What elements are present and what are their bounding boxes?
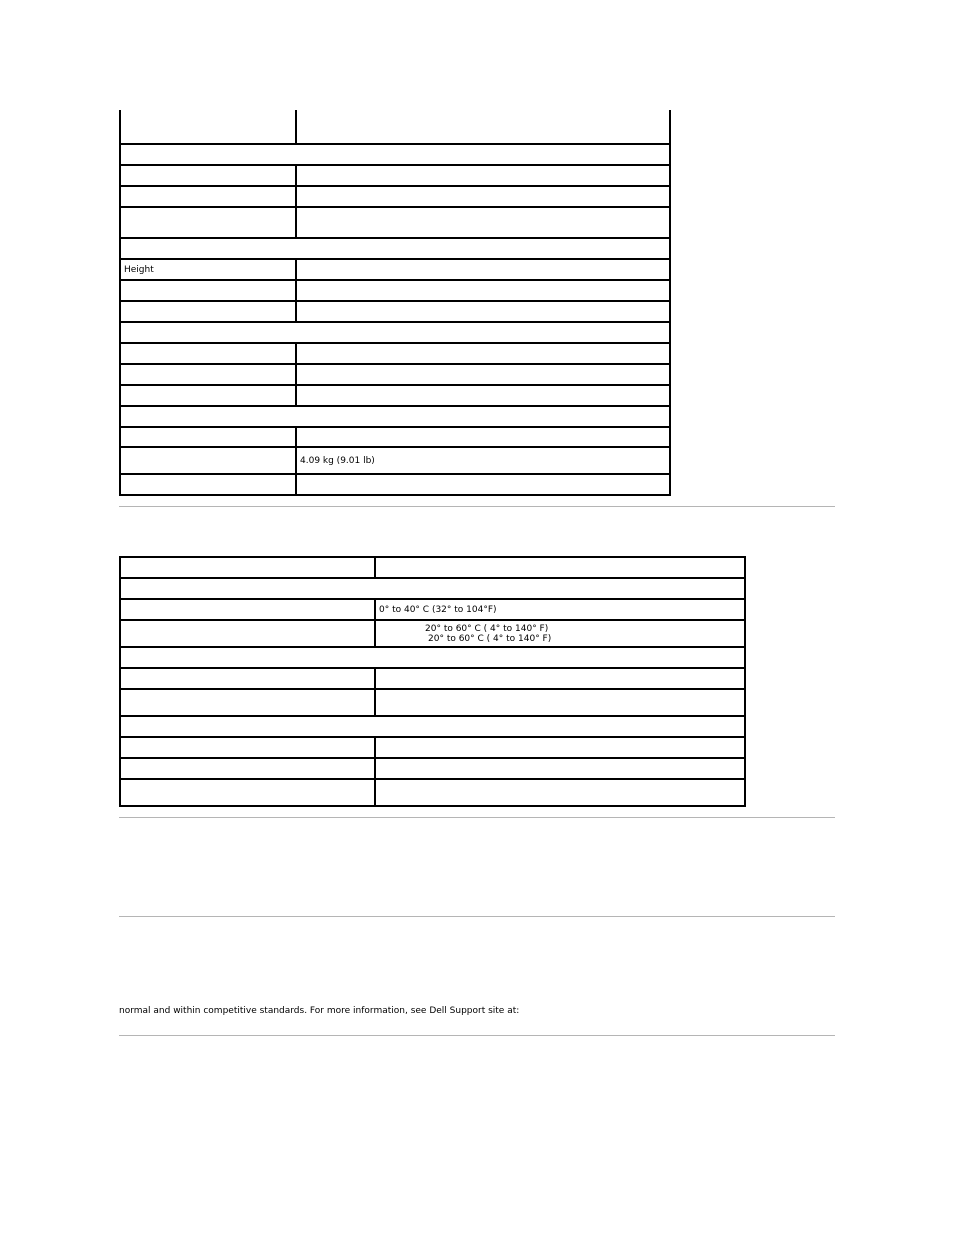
table-row	[120, 280, 670, 301]
section-heading	[120, 322, 670, 343]
table-row	[120, 385, 670, 406]
spec-value	[296, 474, 670, 495]
table-section-row	[120, 322, 670, 343]
spec-value	[296, 364, 670, 385]
table-row	[120, 668, 745, 689]
spec-value	[375, 668, 745, 689]
spec-value	[296, 165, 670, 186]
temperature-line: 20° to 60° C ( 4° to 140° F)	[425, 623, 549, 634]
spec-label	[120, 599, 375, 620]
spec-value	[375, 758, 745, 779]
spec-label	[120, 620, 375, 647]
table-row	[120, 474, 670, 495]
spec-label	[120, 427, 296, 447]
spec-label	[120, 364, 296, 385]
table-section-row	[120, 144, 670, 165]
spec-label	[120, 110, 296, 144]
section-heading	[120, 647, 745, 668]
table-row	[120, 427, 670, 447]
spec-value	[296, 427, 670, 447]
storage-temperature-value	[375, 620, 745, 647]
spec-label	[120, 447, 296, 474]
table-row	[120, 447, 670, 474]
section-divider	[119, 506, 835, 507]
table-row	[120, 343, 670, 364]
spec-value	[296, 207, 670, 238]
table-row	[120, 689, 745, 716]
spec-label	[120, 779, 375, 806]
section-heading	[120, 578, 745, 599]
table-row	[120, 364, 670, 385]
table-row	[120, 779, 745, 806]
table-row	[120, 758, 745, 779]
spec-value	[296, 385, 670, 406]
table-row	[120, 207, 670, 238]
table-row	[120, 557, 745, 578]
spec-value	[375, 557, 745, 578]
table-row	[120, 186, 670, 207]
spec-label	[120, 186, 296, 207]
table-row	[120, 259, 670, 280]
spec-value: 4.09 kg (9.01 lb)	[296, 447, 670, 474]
spec-label	[120, 343, 296, 364]
spec-label	[120, 385, 296, 406]
table-section-row	[120, 647, 745, 668]
spec-value	[296, 280, 670, 301]
spec-value	[296, 186, 670, 207]
spec-value	[296, 343, 670, 364]
table-section-row	[120, 716, 745, 737]
spec-label	[120, 301, 296, 322]
section-heading	[120, 716, 745, 737]
section-heading	[120, 406, 670, 427]
table-row	[120, 620, 745, 647]
table-row	[120, 737, 745, 758]
section-heading	[120, 144, 670, 165]
spec-label	[120, 280, 296, 301]
spec-label	[120, 758, 375, 779]
table-section-row	[120, 578, 745, 599]
spec-value	[296, 301, 670, 322]
operating-temperature-value: 0° to 40° C (32° to 104°F)	[375, 599, 745, 620]
physical-specs-table	[119, 110, 671, 496]
table-row	[120, 165, 670, 186]
table-section-row	[120, 406, 670, 427]
spec-value	[375, 737, 745, 758]
temperature-line: 20° to 60° C ( 4° to 140° F)	[428, 633, 552, 644]
section-heading	[120, 238, 670, 259]
spec-label	[120, 165, 296, 186]
section-divider	[119, 916, 835, 917]
spec-label	[120, 668, 375, 689]
spec-label	[120, 474, 296, 495]
environmental-specs-table	[119, 556, 746, 807]
support-note-text: normal and within competitive standards. For more information, see Dell Support site at:	[119, 1006, 520, 1016]
spec-label	[120, 557, 375, 578]
spec-label	[120, 207, 296, 238]
table-row	[120, 599, 745, 620]
spec-value	[375, 779, 745, 806]
spec-value	[375, 689, 745, 716]
spec-label	[120, 737, 375, 758]
spec-label	[120, 689, 375, 716]
section-divider	[119, 817, 835, 818]
spec-value	[296, 110, 670, 144]
spec-value	[296, 259, 670, 280]
table-row	[120, 110, 670, 144]
section-divider	[119, 1035, 835, 1036]
table-row	[120, 301, 670, 322]
table-section-row	[120, 238, 670, 259]
spec-label: Height	[120, 259, 296, 280]
